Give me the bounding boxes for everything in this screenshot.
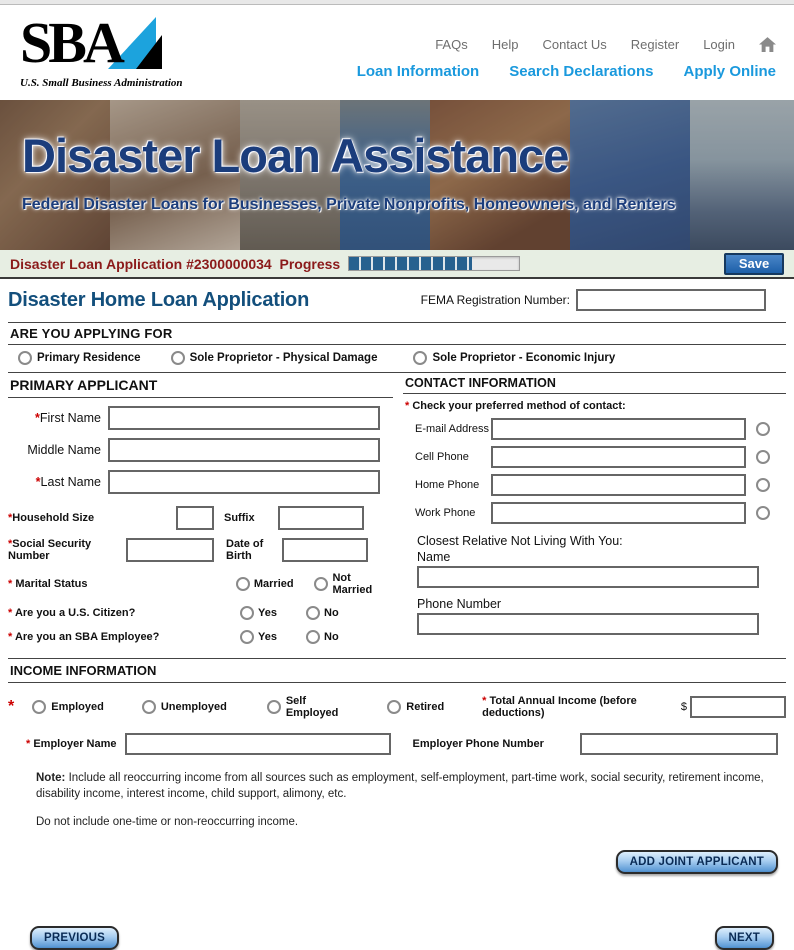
contact-information-heading: CONTACT INFORMATION — [403, 373, 786, 394]
household-size-input[interactable] — [176, 506, 214, 530]
married-radio[interactable] — [236, 577, 250, 591]
sole-proprietor-economic-radio[interactable] — [413, 351, 427, 365]
option-sole-proprietor-physical[interactable]: Sole Proprietor - Physical Damage — [171, 351, 378, 365]
first-name-label: *First Name — [35, 411, 101, 425]
self-employed-radio[interactable] — [267, 700, 281, 714]
form-body — [0, 279, 794, 950]
relative-name-input[interactable] — [417, 566, 759, 588]
sba-employee-row — [8, 630, 393, 644]
site-header — [0, 5, 794, 100]
relative-name-label: Name — [417, 550, 451, 564]
marital-status-row — [8, 572, 393, 596]
unemployed-radio[interactable] — [142, 700, 156, 714]
cell-phone-input[interactable] — [491, 446, 746, 468]
hero-subtitle: Federal Disaster Loans for Businesses, Private Nonprofits, Homeowners, and Renters — [22, 196, 676, 213]
nav-search-declarations[interactable]: Search Declarations — [509, 63, 654, 80]
last-name-label: *Last Name — [35, 475, 101, 489]
self-employed-option[interactable]: Self Employed — [267, 695, 347, 719]
preferred-method-note: * Check your preferred method of contact: — [405, 400, 626, 412]
primary-applicant-column — [8, 373, 393, 644]
employer-phone-label: Employer Phone Number — [412, 738, 544, 750]
option-sole-proprietor-economic[interactable]: Sole Proprietor - Economic Injury — [413, 351, 615, 365]
employer-name-input[interactable] — [125, 733, 391, 755]
required-asterisk: * — [8, 698, 15, 715]
required-asterisk: * — [35, 411, 40, 425]
next-button[interactable]: NEXT — [715, 926, 774, 950]
contact-information-column — [403, 373, 786, 644]
home-preferred-radio[interactable] — [756, 478, 770, 492]
date-of-birth-label: Date of Birth — [226, 538, 264, 562]
add-joint-applicant-button[interactable]: ADD JOINT APPLICANT — [616, 850, 778, 874]
email-label: E-mail Address — [415, 423, 489, 435]
employed-option[interactable]: Employed — [32, 700, 104, 714]
add-joint-applicant-row — [8, 850, 786, 874]
two-column-section — [8, 373, 786, 644]
nav-help[interactable]: Help — [491, 37, 519, 52]
primary-residence-radio[interactable] — [18, 351, 32, 365]
married-option[interactable]: Married — [236, 577, 315, 591]
required-asterisk: * — [35, 475, 41, 489]
page-title: Disaster Home Loan Application — [8, 289, 310, 311]
cell-phone-label: Cell Phone — [415, 451, 469, 463]
employer-name-label: * Employer Name — [26, 738, 117, 750]
middle-name-label: Middle Name — [27, 443, 101, 457]
primary-applicant-heading: PRIMARY APPLICANT — [8, 373, 393, 398]
first-name-input[interactable] — [108, 406, 380, 430]
nav-faqs[interactable]: FAQs — [435, 37, 468, 52]
email-input[interactable] — [491, 418, 746, 440]
cell-preferred-radio[interactable] — [756, 450, 770, 464]
home-phone-row — [403, 474, 786, 496]
home-icon[interactable] — [759, 37, 776, 52]
sba-logo-mark — [20, 10, 195, 75]
option-primary-residence[interactable]: Primary Residence — [18, 351, 141, 365]
ssn-input[interactable] — [126, 538, 214, 562]
ssn-dob-row — [8, 538, 393, 562]
applying-for-heading: ARE YOU APPLYING FOR — [8, 322, 786, 345]
retired-radio[interactable] — [387, 700, 401, 714]
income-information-section — [8, 658, 786, 874]
us-citizen-row — [8, 606, 393, 620]
fema-registration-input[interactable] — [576, 289, 766, 311]
sba-yes-radio[interactable] — [240, 630, 254, 644]
retired-option[interactable]: Retired — [387, 700, 444, 714]
total-income-input[interactable] — [690, 696, 786, 718]
sba-logo-text: SBA — [20, 10, 121, 75]
email-preferred-radio[interactable] — [756, 422, 770, 436]
work-preferred-radio[interactable] — [756, 506, 770, 520]
sba-swoosh-shadow — [136, 35, 162, 69]
nav-loan-information[interactable]: Loan Information — [356, 63, 480, 80]
citizen-no-radio[interactable] — [306, 606, 320, 620]
not-married-radio[interactable] — [314, 577, 328, 591]
household-size-label: *Household Size — [8, 512, 95, 524]
sba-employee-label: * Are you an SBA Employee? — [8, 631, 160, 643]
dollar-sign: $ — [680, 701, 687, 713]
nav-contact-us[interactable]: Contact Us — [542, 37, 607, 52]
hero-title: Disaster Loan Assistance — [22, 129, 569, 182]
relative-phone-label: Phone Number — [417, 597, 502, 611]
fema-registration-label: FEMA Registration Number: — [420, 293, 570, 307]
wizard-nav-row — [8, 926, 786, 950]
middle-name-row — [8, 438, 393, 462]
note-label: Note: — [36, 772, 66, 784]
sba-no-radio[interactable] — [306, 630, 320, 644]
ssn-label: *Social Security Number — [8, 538, 92, 562]
citizen-yes-radio[interactable] — [240, 606, 254, 620]
middle-name-input[interactable] — [108, 438, 380, 462]
main-nav — [357, 63, 776, 80]
total-income-label: * Total Annual Income (before deductions) — [482, 695, 637, 719]
sba-yes-option[interactable]: Yes — [240, 630, 306, 644]
sba-logo[interactable] — [20, 10, 195, 89]
income-information-heading: INCOME INFORMATION — [8, 658, 786, 683]
closest-relative-heading: Closest Relative Not Living With You: — [417, 534, 623, 548]
nav-register[interactable]: Register — [630, 37, 680, 52]
form-title-row — [8, 289, 786, 312]
utility-nav — [435, 37, 776, 52]
unemployed-option[interactable]: Unemployed — [142, 700, 227, 714]
citizen-no-option[interactable]: No — [306, 606, 372, 620]
home-phone-label: Home Phone — [415, 479, 480, 491]
sba-logo-tagline: U.S. Small Business Administration — [20, 77, 183, 89]
us-citizen-label: * Are you a U.S. Citizen? — [8, 607, 136, 619]
hero-banner — [0, 100, 794, 250]
date-of-birth-input[interactable] — [282, 538, 368, 562]
nav-login[interactable]: Login — [703, 37, 735, 52]
last-name-row — [8, 470, 393, 494]
cell-phone-row — [403, 446, 786, 468]
work-phone-label: Work Phone — [415, 507, 476, 519]
save-button[interactable]: Save — [724, 253, 784, 275]
employed-radio[interactable] — [32, 700, 46, 714]
home-phone-input[interactable] — [491, 474, 746, 496]
suffix-label: Suffix — [224, 512, 255, 524]
fema-registration-group — [421, 289, 766, 311]
marital-status-label: * Marital Status — [8, 578, 88, 590]
household-suffix-row — [8, 506, 393, 530]
email-row — [403, 418, 786, 440]
relative-phone-input[interactable] — [417, 613, 759, 635]
progress-bar-track — [348, 256, 520, 271]
applying-for-options — [8, 345, 786, 373]
employment-status-row — [8, 695, 786, 719]
application-progress-label: Disaster Loan Application #2300000034 Progress — [10, 255, 341, 272]
income-note-2: Do not include one-time or non-reoccurring income. — [36, 816, 299, 829]
first-name-row — [8, 406, 393, 430]
income-note: Note: Include all reoccurring income from all sources such as employment, self-employment, part-time work, social security, retirement income, disability income, interest income, child support, alimony, etc. — [36, 772, 764, 800]
employer-row — [8, 733, 786, 755]
suffix-input[interactable] — [278, 506, 364, 530]
progress-bar-fill — [349, 257, 471, 270]
nav-apply-online[interactable]: Apply Online — [683, 63, 776, 80]
previous-button[interactable]: PREVIOUS — [30, 926, 119, 950]
employer-phone-input[interactable] — [580, 733, 778, 755]
work-phone-row — [403, 502, 786, 524]
work-phone-input[interactable] — [491, 502, 746, 524]
sole-proprietor-physical-radio[interactable] — [171, 351, 185, 365]
last-name-input[interactable] — [108, 470, 380, 494]
sba-no-option[interactable]: No — [306, 630, 372, 644]
citizen-yes-option[interactable]: Yes — [240, 606, 306, 620]
not-married-option[interactable]: Not Married — [314, 572, 393, 596]
progress-strip — [0, 250, 794, 279]
